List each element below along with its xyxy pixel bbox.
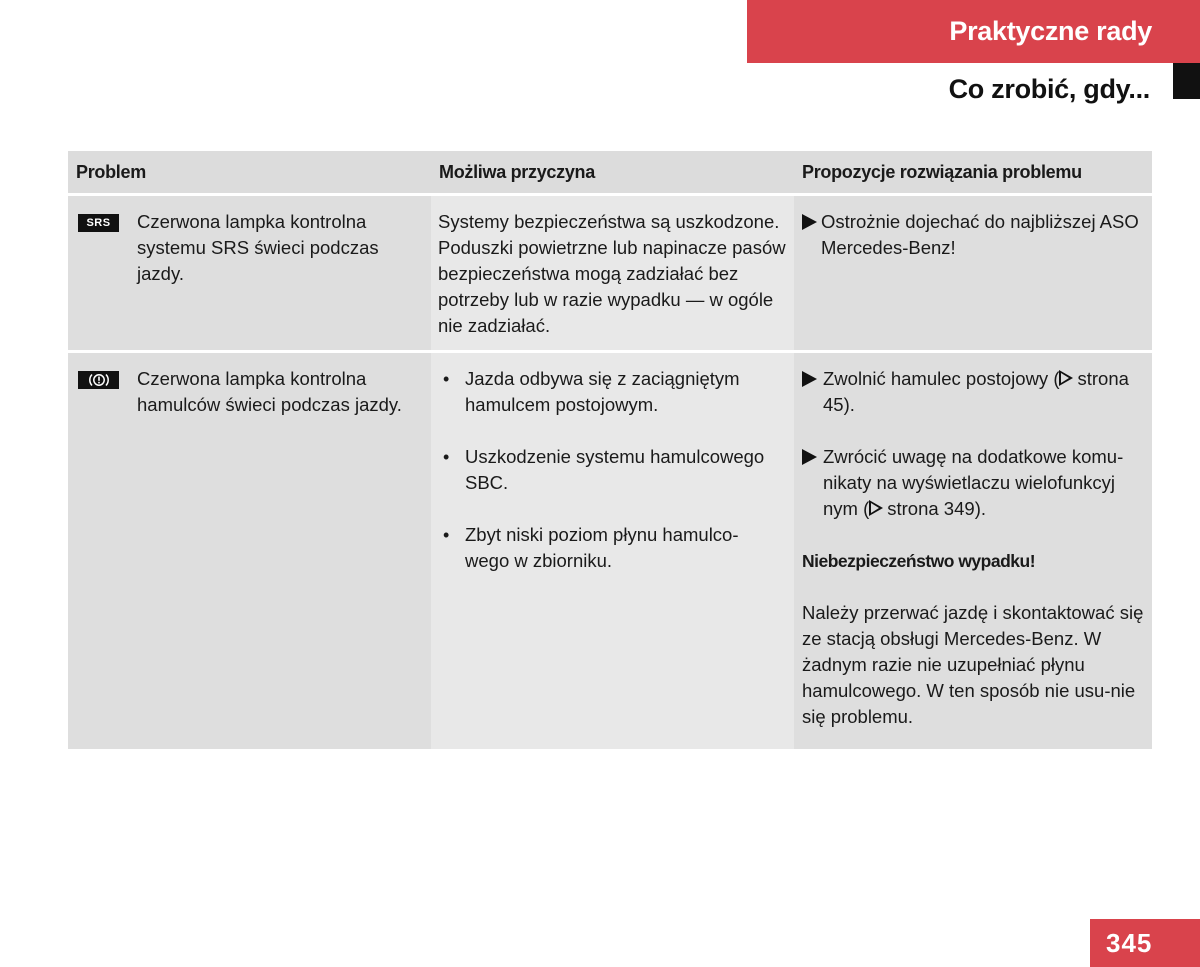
- brake-warning-icon: [78, 371, 119, 389]
- action-text-end: ).: [974, 498, 986, 519]
- problem-cell: [68, 353, 431, 749]
- action-text-end: ).: [843, 394, 855, 415]
- action-arrow-icon: [802, 449, 817, 465]
- list-item: [438, 444, 788, 496]
- action-arrow-icon: [802, 371, 817, 387]
- cause-text: Jazda odbywa się z zaciągniętym hamulcem postojowym.: [465, 368, 740, 415]
- column-header-problem: Problem: [68, 151, 431, 193]
- page-ref-icon: [1059, 370, 1073, 386]
- page-reference-link[interactable]: strona 349: [887, 498, 975, 519]
- list-item: [438, 366, 788, 418]
- solution-cell: [794, 196, 1152, 350]
- subsection-title: Co zrobić, gdy...: [948, 74, 1150, 104]
- cause-cell: [431, 196, 794, 350]
- problem-text: Czerwona lampka kontrolna systemu SRS świeci podczas jazdy.: [137, 211, 379, 284]
- column-header-cause: Możliwa przyczyna: [431, 151, 794, 193]
- side-marker: [1173, 63, 1200, 99]
- bullet-icon: •: [443, 447, 450, 467]
- problem-text: Czerwona lampka kontrolna hamulców świeci podczas jazdy.: [137, 368, 402, 415]
- action-item: [802, 444, 1144, 522]
- bullet-icon: •: [443, 369, 450, 389]
- cause-text: Zbyt niski poziom płynu hamulco-wego w zbiorniku.: [465, 524, 739, 571]
- section-title: Praktyczne rady: [949, 16, 1152, 46]
- solution-cell: [794, 353, 1152, 749]
- srs-warning-icon: SRS: [78, 214, 119, 232]
- action-text: Zwrócić uwagę na dodatkowe komu-nikaty na wyświetlaczu wielofunkcyj nym (: [823, 446, 1124, 519]
- page-number: 345: [1090, 919, 1200, 967]
- warning-heading: Niebezpieczeństwo wypadku!: [802, 551, 1036, 571]
- troubleshooting-table: [68, 151, 1152, 749]
- cause-text: Systemy bezpieczeństwa są uszkodzone. Poduszki powietrzne lub napinacze pasów bezpieczeństwa mogą zadziałać bez potrzeby lub w razie wypadku — w ogóle nie zadziałać.: [438, 211, 786, 336]
- warning-text: Należy przerwać jazdę i skontaktować się ze stacją obsługi Mercedes-Benz. W żadnym razie nie uzupełniać płynu hamulcowego. W ten sposób nie usu-nie się problemu.: [802, 602, 1144, 727]
- section-banner: [747, 0, 1200, 63]
- action-item: [802, 366, 1144, 418]
- action-arrow-icon: [802, 214, 817, 230]
- list-item: [438, 522, 788, 574]
- column-header-solution: Propozycje rozwiązania problemu: [794, 151, 1152, 193]
- cause-cell: [431, 353, 794, 749]
- bullet-icon: •: [443, 525, 450, 545]
- cause-text: Uszkodzenie systemu hamulcowego SBC.: [465, 446, 765, 493]
- problem-cell: [68, 196, 431, 350]
- cause-list: [438, 366, 788, 574]
- action-item: [802, 209, 1144, 261]
- page-reference-link[interactable]: strona 45: [823, 368, 1129, 415]
- action-text: Ostrożnie dojechać do najbliższej ASO Mercedes-Benz!: [821, 211, 1139, 258]
- action-text: Zwolnić hamulec postojowy (: [823, 368, 1060, 389]
- page-ref-icon: [869, 500, 883, 516]
